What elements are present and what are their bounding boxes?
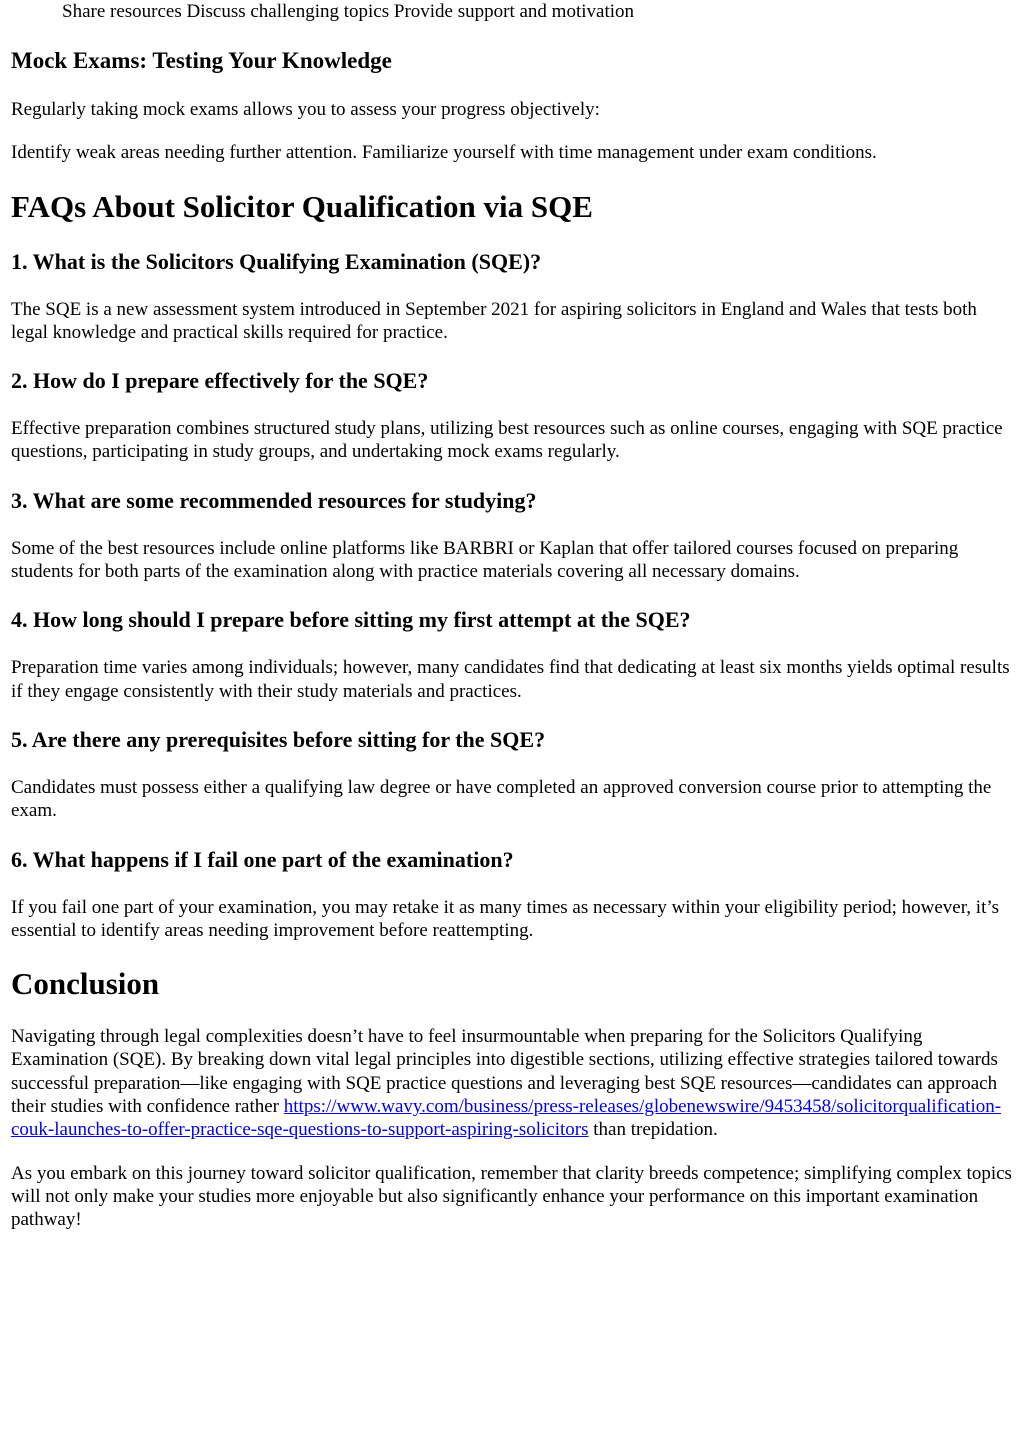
faq-answer-5: Candidates must possess either a qualifying law degree or have completed an approved conversion course prior to attempting the exam. bbox=[11, 776, 992, 822]
support-list-line: Share resources Discuss challenging topics Provide support and motivation bbox=[62, 1, 635, 22]
faq-question-4: 4. How long should I prepare before sitting my first attempt at the SQE? bbox=[11, 607, 691, 633]
faq-answer-4: Preparation time varies among individuals; however, many candidates find that dedicating at least six months yields optimal results if they engage consistently with their study materials and practices. bbox=[11, 657, 1010, 702]
faq-question-1: 1. What is the Solicitors Qualifying Examination (SQE)? bbox=[11, 248, 542, 274]
faq-answer-3: Some of the best resources include online platforms like BARBRI or Kaplan that offer tailored courses focused on preparing students for both parts of the examination along with practice materials covering all necessary domains. bbox=[11, 537, 959, 583]
faq-answer-1: The SQE is a new assessment system introduced in September 2021 for aspiring solicitors in England and Wales that tests both legal knowledge and practical skills required for practice. bbox=[11, 298, 977, 343]
faqs-heading: FAQs About Solicitor Qualification via SQE bbox=[11, 188, 593, 224]
press-release-link[interactable]: https://www.wavy.com/business/press-releases/globenewswire/9453458/solicitorqualification-couk-launches-to-offer-practice-sqe-questions-to-support-aspiring-solicitors bbox=[11, 1096, 1002, 1141]
conclusion-text-before-link: Navigating through legal complexities doesn’t have to feel insurmountable when preparing for the Solicitors Qualifying Examination (SQE). By breaking down vital legal principles into digestible sections, utilizing effective strategies tailored towards successful preparation—like engaging with SQE practice questions and leveraging best SQE resources—candidates can approach their studies with confidence rather bbox=[11, 1026, 998, 1118]
faq-question-3: 3. What are some recommended resources for studying? bbox=[11, 487, 537, 513]
faq-answer-2: Effective preparation combines structured study plans, utilizing best resources such as online courses, engaging with SQE practice questions, participating in study groups, and undertaking mock exams regularly. bbox=[11, 418, 1003, 463]
conclusion-paragraph-2: As you embark on this journey toward solicitor qualification, remember that clarity breeds competence; simplifying complex topics will not only make your studies more enjoyable but also significantly enhance your performance on this important examination pathway! bbox=[11, 1162, 1012, 1231]
conclusion-text-after-link: than trepidation. bbox=[588, 1119, 718, 1141]
faq-question-6: 6. What happens if I fail one part of the examination? bbox=[11, 846, 514, 872]
mock-exams-heading: Mock Exams: Testing Your Knowledge bbox=[11, 48, 392, 73]
faq-question-5: 5. Are there any prerequisites before sitting for the SQE? bbox=[11, 726, 546, 752]
conclusion-paragraph-1 bbox=[11, 1025, 1014, 1141]
mock-exams-intro: Regularly taking mock exams allows you to assess your progress objectively: bbox=[11, 99, 600, 120]
faq-answer-6: If you fail one part of your examination, you may retake it as many times as necessary within your eligibility period; however, it’s essential to identify areas needing improvement before reattempting. bbox=[11, 896, 1000, 941]
conclusion-heading: Conclusion bbox=[11, 966, 160, 1002]
faq-question-2: 2. How do I prepare effectively for the SQE? bbox=[11, 368, 429, 394]
mock-exams-points: Identify weak areas needing further attention. Familiarize yourself with time management under exam conditions. bbox=[11, 142, 877, 164]
